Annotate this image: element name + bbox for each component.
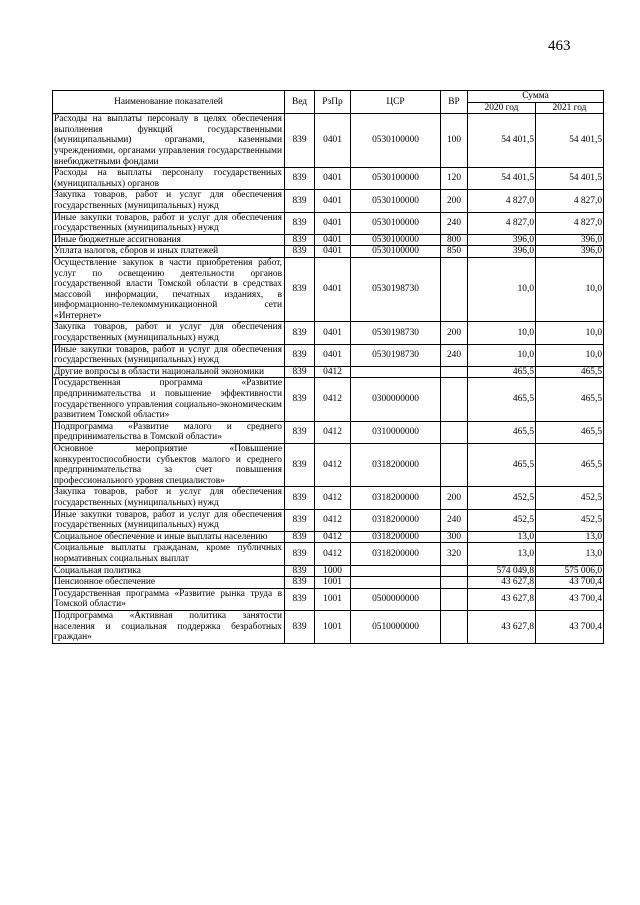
cell-2020: 396,0 <box>468 246 536 258</box>
cell-ved: 839 <box>285 509 315 531</box>
cell-name: Социальные выплаты гражданам, кроме публичных нормативных социальных выплат <box>53 543 285 565</box>
table-row <box>53 565 604 577</box>
cell-csr: 0300000000 <box>351 378 441 421</box>
cell-name: Расходы на выплаты персоналу государственных (муниципальных) органов <box>53 168 285 190</box>
cell-ved: 839 <box>285 487 315 509</box>
cell-csr: 0318200000 <box>351 487 441 509</box>
cell-ved: 839 <box>285 610 315 643</box>
cell-name: Подпрограмма «Активная политика занятости населения и социальная поддержка безработных граждан» <box>53 610 285 643</box>
cell-2020: 10,0 <box>468 257 536 322</box>
cell-ved: 839 <box>285 378 315 421</box>
cell-2021: 452,5 <box>536 487 604 509</box>
cell-csr: 0318200000 <box>351 531 441 543</box>
cell-name: Иные бюджетные ассигнования <box>53 234 285 246</box>
cell-csr: 0530198730 <box>351 344 441 366</box>
cell-name: Государственная программа «Развитие рынка труда в Томской области» <box>53 588 285 610</box>
table-row <box>53 610 604 643</box>
cell-csr: 0318200000 <box>351 509 441 531</box>
table-row <box>53 366 604 378</box>
cell-ved: 839 <box>285 543 315 565</box>
cell-2021: 452,5 <box>536 509 604 531</box>
cell-rzpr: 0412 <box>315 509 351 531</box>
cell-2020: 13,0 <box>468 543 536 565</box>
cell-vr <box>441 610 468 643</box>
cell-csr <box>351 577 441 589</box>
cell-rzpr: 0412 <box>315 487 351 509</box>
table-row <box>53 246 604 258</box>
cell-csr: 0318200000 <box>351 444 441 487</box>
cell-ved: 839 <box>285 234 315 246</box>
cell-name: Иные закупки товаров, работ и услуг для обеспечения государственных (муниципальных) нужд <box>53 509 285 531</box>
table-row <box>53 168 604 190</box>
cell-ved: 839 <box>285 531 315 543</box>
cell-vr <box>441 366 468 378</box>
table-row <box>53 212 604 234</box>
cell-2021: 43 700,4 <box>536 588 604 610</box>
table-row <box>53 531 604 543</box>
cell-rzpr: 0412 <box>315 543 351 565</box>
cell-2021: 54 401,5 <box>536 168 604 190</box>
cell-vr: 120 <box>441 168 468 190</box>
cell-vr <box>441 257 468 322</box>
cell-csr: 0530100000 <box>351 168 441 190</box>
budget-table <box>52 90 604 644</box>
cell-name: Закупка товаров, работ и услуг для обеспечения государственных (муниципальных) нужд <box>53 190 285 212</box>
cell-2021: 43 700,4 <box>536 610 604 643</box>
table-body <box>53 114 604 644</box>
cell-name: Закупка товаров, работ и услуг для обеспечения государственных (муниципальных) нужд <box>53 487 285 509</box>
cell-2020: 574 049,8 <box>468 565 536 577</box>
cell-2020: 43 627,8 <box>468 588 536 610</box>
cell-name: Иные закупки товаров, работ и услуг для обеспечения государственных (муниципальных) нужд <box>53 344 285 366</box>
cell-ved: 839 <box>285 212 315 234</box>
cell-rzpr: 1001 <box>315 610 351 643</box>
cell-2020: 10,0 <box>468 344 536 366</box>
cell-2020: 452,5 <box>468 509 536 531</box>
cell-ved: 839 <box>285 421 315 443</box>
cell-2020: 13,0 <box>468 531 536 543</box>
cell-2020: 43 627,8 <box>468 577 536 589</box>
header-vr: ВР <box>441 91 468 114</box>
cell-name: Основное мероприятие «Повышение конкурентоспособности субъектов малого и среднего предпринимательства за счет повышения профессионального уровня специалистов» <box>53 444 285 487</box>
cell-vr: 300 <box>441 531 468 543</box>
header-csr: ЦСР <box>351 91 441 114</box>
cell-rzpr: 0401 <box>315 234 351 246</box>
cell-rzpr: 0412 <box>315 421 351 443</box>
cell-rzpr: 0401 <box>315 168 351 190</box>
header-ved: Вед <box>285 91 315 114</box>
cell-name: Уплата налогов, сборов и иных платежей <box>53 246 285 258</box>
cell-rzpr: 1000 <box>315 565 351 577</box>
cell-rzpr: 0412 <box>315 444 351 487</box>
cell-ved: 839 <box>285 444 315 487</box>
cell-2021: 13,0 <box>536 531 604 543</box>
cell-vr: 200 <box>441 322 468 344</box>
cell-2020: 10,0 <box>468 322 536 344</box>
table-row <box>53 509 604 531</box>
table-row <box>53 577 604 589</box>
cell-csr: 0510000000 <box>351 610 441 643</box>
cell-name: Иные закупки товаров, работ и услуг для обеспечения государственных (муниципальных) нужд <box>53 212 285 234</box>
cell-name: Другие вопросы в области национальной экономики <box>53 366 285 378</box>
cell-2021: 396,0 <box>536 234 604 246</box>
cell-name: Расходы на выплаты персоналу в целях обеспечения выполнения функций государственными (муниципальными) органами, казенными учреждениями, органами управления государственными внебюджетными фондами <box>53 114 285 168</box>
cell-vr: 200 <box>441 487 468 509</box>
cell-2021: 10,0 <box>536 257 604 322</box>
cell-2021: 10,0 <box>536 344 604 366</box>
cell-ved: 839 <box>285 190 315 212</box>
cell-2021: 465,5 <box>536 444 604 487</box>
header-2020: 2020 год <box>468 102 536 114</box>
cell-name: Пенсионное обеспечение <box>53 577 285 589</box>
cell-vr: 100 <box>441 114 468 168</box>
cell-csr: 0530100000 <box>351 212 441 234</box>
cell-ved: 839 <box>285 588 315 610</box>
page-number: 463 <box>548 38 571 54</box>
cell-name: Осуществление закупок в части приобретения работ, услуг по освещению деятельности органов государственной власти Томской области в средствах массовой информации, печатных изданиях, в информационно-телекоммуникационной сети «Интернет» <box>53 257 285 322</box>
cell-rzpr: 0401 <box>315 344 351 366</box>
cell-name: Социальная политика <box>53 565 285 577</box>
cell-2020: 465,5 <box>468 444 536 487</box>
cell-csr: 0500000000 <box>351 588 441 610</box>
cell-2021: 396,0 <box>536 246 604 258</box>
cell-csr <box>351 565 441 577</box>
cell-csr: 0530100000 <box>351 114 441 168</box>
cell-name: Закупка товаров, работ и услуг для обеспечения государственных (муниципальных) нужд <box>53 322 285 344</box>
cell-vr <box>441 421 468 443</box>
cell-vr: 800 <box>441 234 468 246</box>
cell-rzpr: 0401 <box>315 257 351 322</box>
cell-vr: 240 <box>441 212 468 234</box>
cell-csr: 0530100000 <box>351 190 441 212</box>
cell-2021: 4 827,0 <box>536 190 604 212</box>
cell-rzpr: 0401 <box>315 322 351 344</box>
cell-rzpr: 0401 <box>315 114 351 168</box>
cell-ved: 839 <box>285 168 315 190</box>
cell-2021: 465,5 <box>536 421 604 443</box>
table-row <box>53 378 604 421</box>
header-name: Наименование показателей <box>53 91 285 114</box>
cell-2021: 575 006,0 <box>536 565 604 577</box>
cell-2021: 4 827,0 <box>536 212 604 234</box>
cell-name: Государственная программа «Развитие предпринимательства и повышение эффективности государственного управления социально-экономическим развитием Томской области» <box>53 378 285 421</box>
header-2021: 2021 год <box>536 102 604 114</box>
cell-vr: 240 <box>441 344 468 366</box>
cell-2020: 4 827,0 <box>468 212 536 234</box>
cell-rzpr: 1001 <box>315 588 351 610</box>
cell-ved: 839 <box>285 344 315 366</box>
table-row <box>53 322 604 344</box>
cell-rzpr: 0412 <box>315 531 351 543</box>
cell-vr: 850 <box>441 246 468 258</box>
table-row <box>53 344 604 366</box>
cell-ved: 839 <box>285 114 315 168</box>
table-row <box>53 257 604 322</box>
cell-csr: 0530100000 <box>351 234 441 246</box>
cell-rzpr: 0412 <box>315 366 351 378</box>
cell-vr <box>441 588 468 610</box>
table-row <box>53 543 604 565</box>
cell-name: Социальное обеспечение и иные выплаты населению <box>53 531 285 543</box>
cell-2021: 10,0 <box>536 322 604 344</box>
cell-2020: 465,5 <box>468 366 536 378</box>
cell-2020: 43 627,8 <box>468 610 536 643</box>
cell-name: Подпрограмма «Развитие малого и среднего предпринимательства в Томской области» <box>53 421 285 443</box>
cell-2020: 465,5 <box>468 378 536 421</box>
cell-vr <box>441 565 468 577</box>
cell-2021: 465,5 <box>536 366 604 378</box>
table-row <box>53 190 604 212</box>
cell-vr <box>441 378 468 421</box>
cell-2021: 43 700,4 <box>536 577 604 589</box>
cell-2021: 13,0 <box>536 543 604 565</box>
cell-vr: 240 <box>441 509 468 531</box>
table-row <box>53 487 604 509</box>
table-row <box>53 444 604 487</box>
table-row <box>53 114 604 168</box>
header-rzpr: РзПр <box>315 91 351 114</box>
cell-csr: 0530198730 <box>351 322 441 344</box>
cell-csr <box>351 366 441 378</box>
cell-rzpr: 0401 <box>315 190 351 212</box>
cell-vr: 320 <box>441 543 468 565</box>
cell-vr: 200 <box>441 190 468 212</box>
cell-2020: 452,5 <box>468 487 536 509</box>
cell-ved: 839 <box>285 565 315 577</box>
cell-2021: 54 401,5 <box>536 114 604 168</box>
cell-rzpr: 0401 <box>315 212 351 234</box>
cell-2020: 396,0 <box>468 234 536 246</box>
cell-ved: 839 <box>285 577 315 589</box>
cell-2020: 465,5 <box>468 421 536 443</box>
cell-rzpr: 1001 <box>315 577 351 589</box>
cell-ved: 839 <box>285 322 315 344</box>
cell-csr: 0318200000 <box>351 543 441 565</box>
cell-vr <box>441 444 468 487</box>
cell-2021: 465,5 <box>536 378 604 421</box>
cell-ved: 839 <box>285 246 315 258</box>
cell-2020: 54 401,5 <box>468 114 536 168</box>
cell-rzpr: 0401 <box>315 246 351 258</box>
table-row <box>53 234 604 246</box>
cell-ved: 839 <box>285 366 315 378</box>
header-sum: Сумма <box>468 91 604 103</box>
cell-csr: 0530198730 <box>351 257 441 322</box>
cell-vr <box>441 577 468 589</box>
cell-csr: 0530100000 <box>351 246 441 258</box>
cell-2020: 54 401,5 <box>468 168 536 190</box>
table-row <box>53 588 604 610</box>
cell-rzpr: 0412 <box>315 378 351 421</box>
table-row <box>53 421 604 443</box>
cell-2020: 4 827,0 <box>468 190 536 212</box>
cell-ved: 839 <box>285 257 315 322</box>
cell-csr: 0310000000 <box>351 421 441 443</box>
